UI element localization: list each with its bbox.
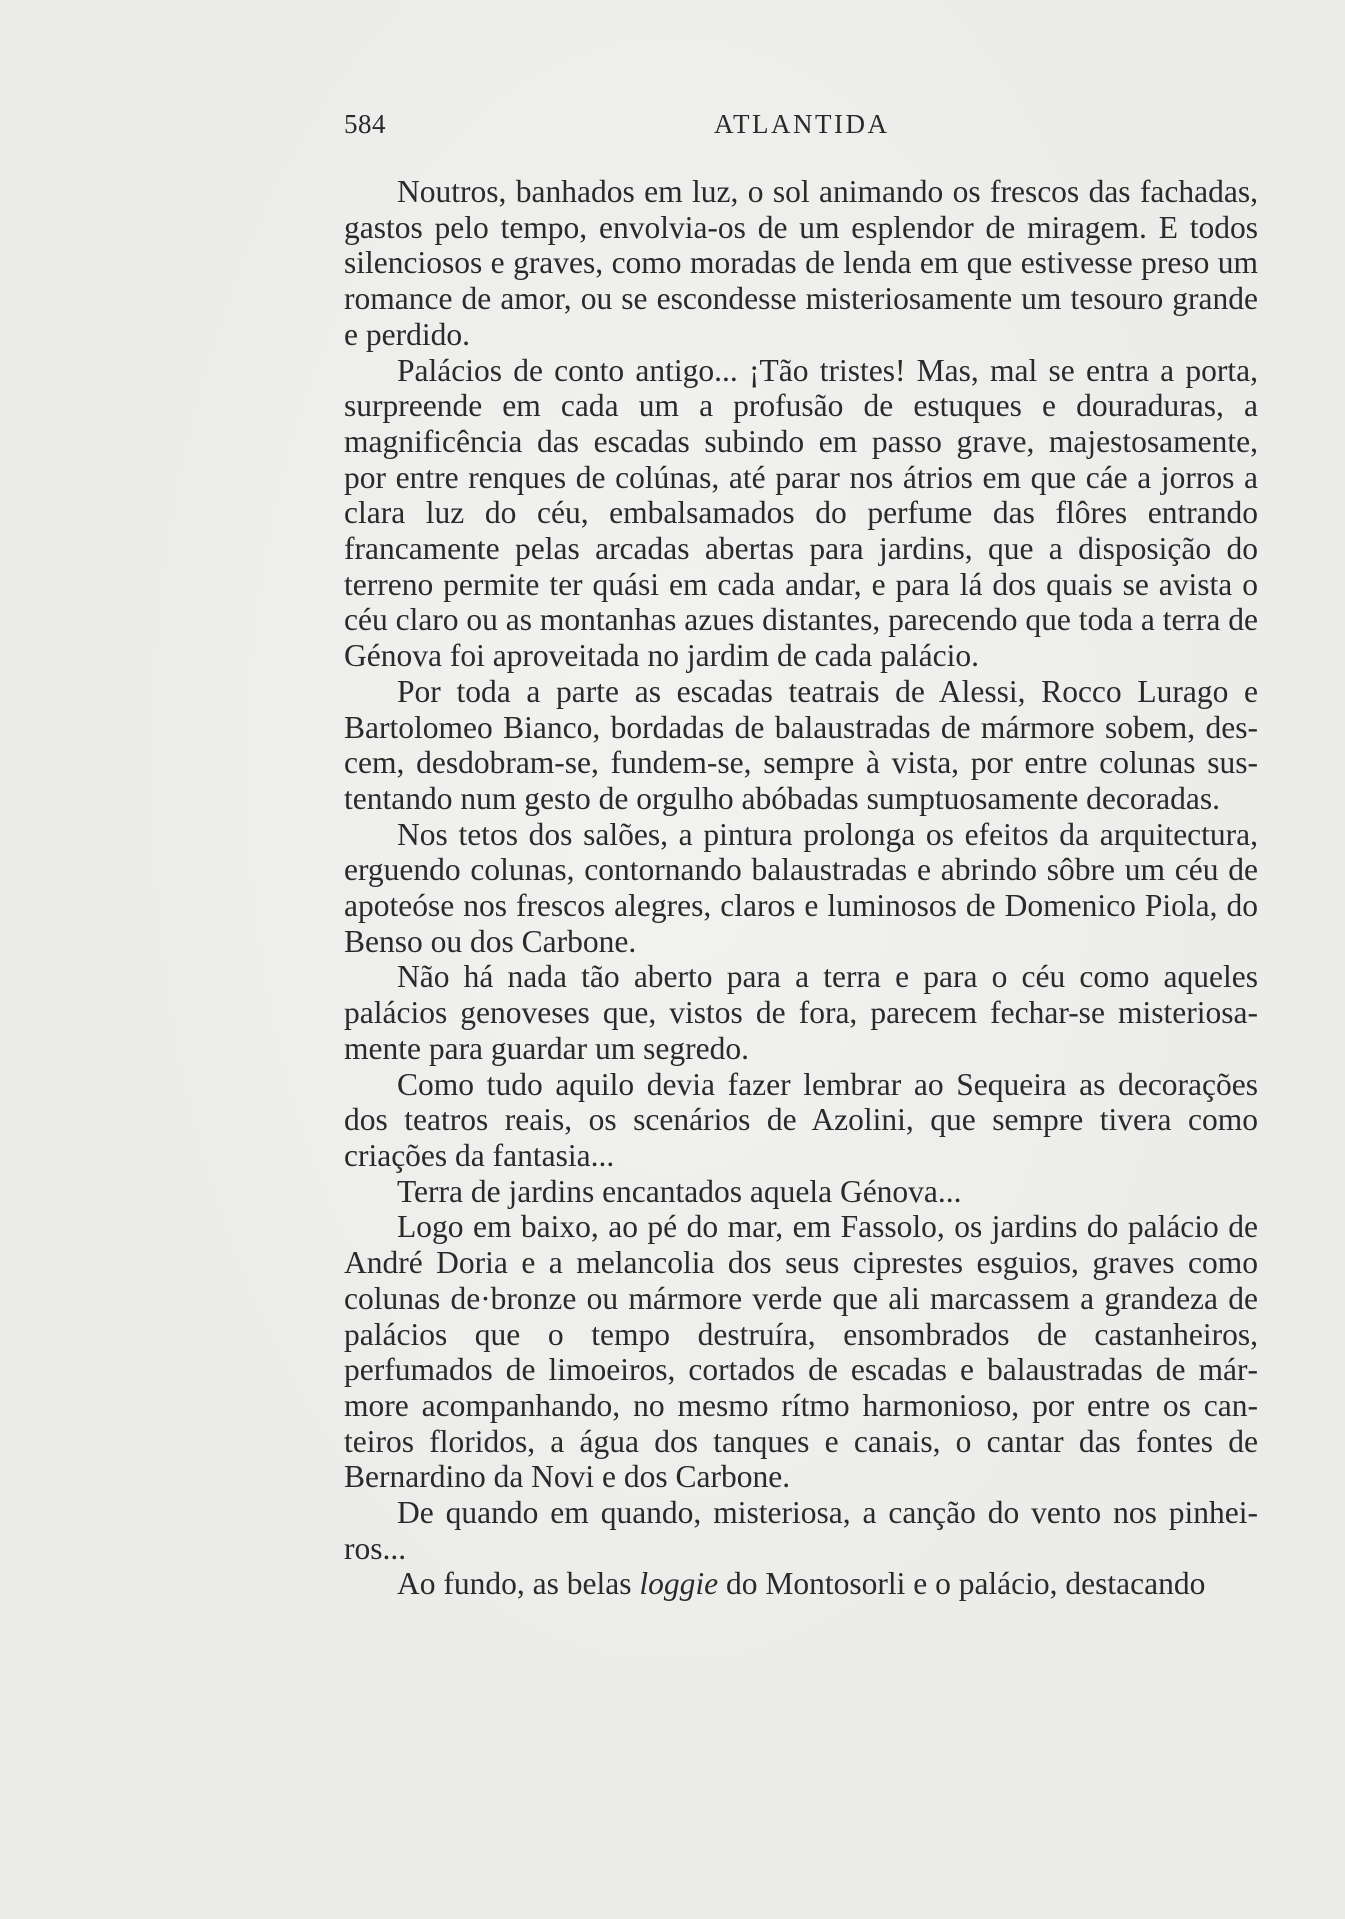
paragraph: Logo em baixo, ao pé do mar, em Fassolo, os jardins do palácio de André Doria e a melancolia dos seus ciprestes esguios, graves como colunas de·bronze ou mármore verde que ali marcassem a grandeza de palácios que o tempo destruíra, ensombrados de castanheiros, perfumados de limoeiros, cortados de escadas e balaustradas de mármore acompanhando, no mesmo rítmo harmonioso, por entre os canteiros floridos, a água dos tanques e canais, o cantar das fontes de Bernardino da Novi e dos Carbone. bbox=[344, 1209, 1258, 1495]
paragraph: Como tudo aquilo devia fazer lembrar ao Sequeira as decorações dos teatros reais, os scenários de Azolini, que sempre tivera como criações da fantasia... bbox=[344, 1066, 1258, 1173]
paragraph: Não há nada tão aberto para a terra e para o céu como aqueles palácios genoveses que, vistos de fora, parecem fechar-se misteriosamente para guardar um segredo. bbox=[344, 959, 1258, 1066]
paragraph-last bbox=[344, 1566, 1258, 1602]
running-title: ATLANTIDA bbox=[714, 109, 890, 139]
paragraph: Noutros, banhados em luz, o sol animando os frescos das fachadas, gastos pelo tempo, envolvia-os de um esplendor de miragem. E todos silenciosos e graves, como moradas de lenda em que estivesse preso um romance de amor, ou se escondesse misteriosamente um tesouro grande e perdido. bbox=[344, 174, 1258, 352]
paragraph: Palácios de conto antigo... ¡Tão tristes! Mas, mal se entra a porta, surpreende em cada um a profusão de estuques e douraduras, a magnificência das escadas subindo em passo grave, majestosamente, por entre renques de colúnas, até parar nos átrios em que cáe a jorros a clara luz do céu, embalsamados do perfume das flôres entrando francamente pelas arcadas abertas para jardins, que a disposição do terreno permite ter quási em cada andar, e para lá dos quais se avista o céu claro ou as montanhas azues distantes, parecendo que toda a terra de Génova foi aproveitada no jardim de cada palácio. bbox=[344, 352, 1258, 674]
paragraph: De quando em quando, misteriosa, a canção do vento nos pinheiros... bbox=[344, 1495, 1258, 1566]
paragraph: Terra de jardins encantados aquela Génova... bbox=[397, 1173, 962, 1209]
text-run: Ao fundo, as belas bbox=[397, 1566, 640, 1602]
body-text bbox=[344, 174, 1258, 1602]
italic-term: loggie bbox=[639, 1566, 719, 1602]
page-header bbox=[344, 104, 1258, 144]
paragraph: Por toda a parte as escadas teatrais de Alessi, Rocco Lurago e Bartolomeo Bianco, bordadas de balaustradas de mármore sobem, descem, desdobram-se, fundem-se, sempre à vista, por entre colunas sustentando num gesto de orgulho abóbadas sumptuosamente decoradas. bbox=[344, 673, 1258, 816]
text-run: do Montosorli e o palácio, destacando bbox=[718, 1566, 1206, 1602]
page-number: 584 bbox=[344, 109, 386, 139]
paragraph: Nos tetos dos salões, a pintura prolonga os efeitos da arquitectura, erguendo colunas, contornando balaustradas e abrindo sôbre um céu de apoteóse nos frescos alegres, claros e luminosos de Domenico Piola, do Benso ou dos Carbone. bbox=[344, 816, 1258, 959]
